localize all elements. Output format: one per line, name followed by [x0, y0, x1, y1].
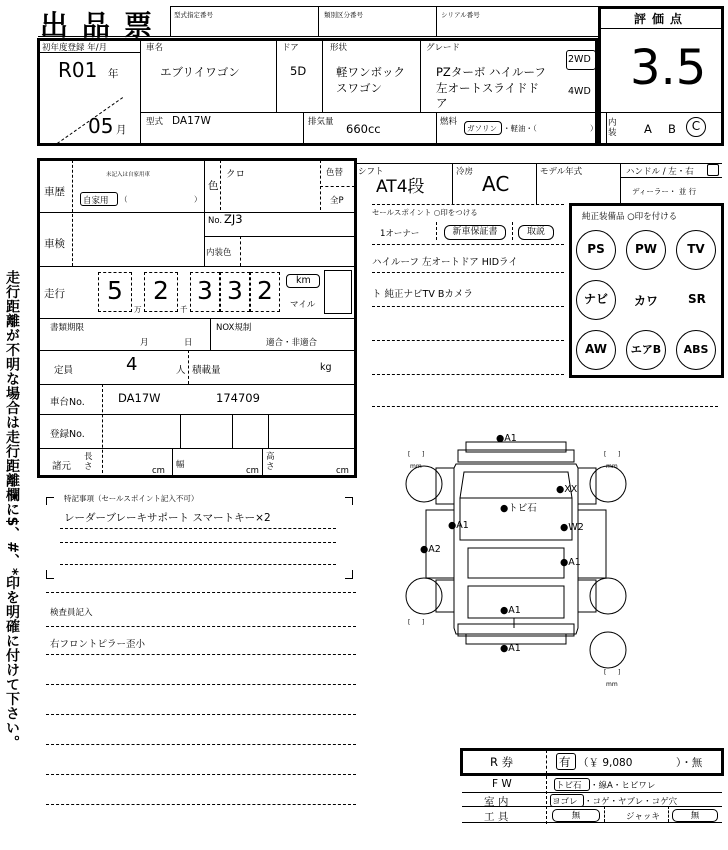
- svg-text:mm: mm: [606, 463, 618, 470]
- equipment-navi: ナビ: [576, 280, 616, 320]
- shift-label: シフト: [358, 167, 384, 177]
- interior-c-circle: [686, 117, 706, 137]
- history-value: 自家用: [83, 196, 109, 206]
- car-name-label: 車名: [146, 43, 164, 53]
- mileage-unit-km: km: [296, 275, 311, 286]
- inspection-label: 車検: [44, 238, 65, 250]
- shift-border: [356, 163, 722, 164]
- documents-day: 日: [184, 338, 193, 348]
- mileage-extra-box: [324, 270, 352, 314]
- interior-color-divider: [240, 236, 241, 266]
- tools-label: 工 具: [484, 811, 509, 823]
- row-line: [39, 448, 355, 449]
- row-line: [39, 212, 355, 213]
- first-reg-label: 初年度登録 年/月: [42, 43, 108, 53]
- shape-line2: スワゴン: [336, 81, 382, 95]
- inspector-dash: [46, 654, 356, 655]
- tools-value-box: [552, 809, 600, 822]
- sales-dash: [372, 244, 564, 245]
- equipment-aw: AW: [576, 330, 616, 370]
- sales-line2: ト 純正ナビTV Bカメラ: [372, 289, 473, 300]
- special-line1: レーダーブレーキサポート スマートキー×2: [64, 512, 271, 524]
- car-diagram-icon: [396, 428, 636, 708]
- fuel-selected: ガソリン: [467, 124, 497, 133]
- sales-warranty: 新車保証書: [452, 227, 498, 237]
- label-divider: [102, 384, 103, 478]
- history-divider: [220, 160, 221, 210]
- sales-manual: 取説: [526, 227, 545, 237]
- sales-one-owner: 1オーナー: [380, 229, 420, 239]
- svg-text:[: [: [604, 669, 607, 676]
- chassis-label: 車台No.: [50, 397, 85, 408]
- first-reg-year: R01: [58, 58, 98, 82]
- car-name: エブリイワゴン: [160, 65, 240, 79]
- interior-a: A: [644, 122, 652, 136]
- sales-line1: ハイルーフ 左オートドア HIDライ: [372, 257, 518, 268]
- inspector-dash: [46, 626, 356, 627]
- mileage-digit: 3: [220, 272, 250, 312]
- mileage-digit: 2: [250, 272, 280, 312]
- nox-label: NOX規制: [216, 323, 252, 333]
- documents-deadline-label: 書類期限: [50, 323, 85, 333]
- reg-divider: [180, 414, 181, 448]
- equipment-leather: カワ: [634, 294, 659, 308]
- vehicle-divider: [140, 40, 141, 144]
- history-divider: [204, 160, 205, 266]
- first-reg-month: 05: [88, 114, 114, 138]
- vehicle-divider: [436, 112, 437, 144]
- damage-left-side: ●A2: [420, 544, 441, 555]
- grade-divider: [606, 112, 607, 144]
- sales-dash: [372, 340, 564, 341]
- row-line: [39, 318, 355, 319]
- drive-2wd: 2WD: [568, 54, 591, 65]
- shape-line1: 軽ワンボック: [336, 65, 405, 79]
- vehicle-divider: [420, 40, 421, 112]
- mileage-unit-mile: マイル: [290, 300, 316, 310]
- equipment-pw: PW: [626, 230, 666, 270]
- history-note: 未記入は自家用車: [106, 172, 151, 178]
- row-line: [39, 266, 355, 267]
- inspector-dash: [46, 592, 356, 593]
- mileage-label: 走行: [44, 288, 65, 300]
- sales-dash: [372, 272, 564, 273]
- header-divider: [436, 6, 437, 36]
- special-bracket: [46, 570, 47, 578]
- sales-dash: [372, 374, 564, 375]
- dealer-parallel: ディーラー・ 並 行: [632, 187, 697, 196]
- sales-divider: [512, 222, 513, 240]
- model-year-label: モデル年式: [540, 167, 583, 177]
- grade-line3: ア: [436, 96, 448, 110]
- row-line: [39, 350, 355, 351]
- month-unit: 月: [116, 124, 127, 136]
- color-no: ZJ3: [224, 212, 243, 226]
- label-divider: [72, 160, 73, 266]
- handle-divider: [620, 177, 722, 178]
- damage-left-front-door: ●A1: [448, 520, 469, 531]
- sales-warranty-pill: [444, 225, 506, 240]
- color-full-paint: 全P: [330, 196, 344, 206]
- damage-right-rear-door: ●A1: [560, 557, 581, 568]
- chassis-number: 174709: [216, 391, 260, 405]
- color: クロ: [226, 169, 246, 180]
- svg-text:]: ]: [618, 669, 621, 676]
- sales-manual-pill: [518, 225, 554, 240]
- header-divider: [318, 6, 319, 36]
- svg-text:[: [: [408, 619, 411, 626]
- damage-hood: ●トビ石: [500, 503, 537, 514]
- color-label: 色: [208, 180, 219, 192]
- history-paren-close: ）: [194, 195, 202, 204]
- mileage-man: 万: [134, 305, 142, 314]
- equipment-abs: ABS: [676, 330, 716, 370]
- reg-divider: [232, 414, 233, 448]
- color-change-divider: [320, 186, 355, 187]
- special-bracket: [352, 497, 353, 505]
- bottom-row-line: [462, 792, 722, 793]
- grade-divider: [600, 28, 722, 29]
- special-bracket: [345, 578, 353, 579]
- interior-cond-label: 室 内: [484, 796, 509, 808]
- color-change-label: 色替: [326, 168, 344, 178]
- displacement-label: 排気量: [308, 117, 334, 127]
- svg-text:mm: mm: [606, 681, 618, 688]
- jack-label: ジャッキ: [626, 812, 660, 822]
- capacity-label: 定員: [54, 365, 74, 376]
- special-bracket: [46, 497, 47, 505]
- drive-4wd: 4WD: [568, 86, 591, 97]
- sales-divider: [436, 222, 437, 240]
- serial-no-label: シリアル番号: [441, 11, 480, 19]
- interior-selected: ヨゴレ: [552, 797, 578, 807]
- handle-label: ハンドル / 左・右: [626, 167, 694, 177]
- interior-color-label: 内装色: [206, 248, 232, 258]
- nox-divider: [210, 318, 211, 350]
- side-note: 走行距離が不明な場合は走行距離欄に$、#、*印を明確に付けて下さい。: [4, 270, 20, 750]
- interior-label: 内装: [608, 118, 617, 138]
- svg-text:[: [: [604, 451, 607, 458]
- recycle-label: R 券: [490, 755, 514, 769]
- row-line: [39, 414, 355, 415]
- dimensions-unit: cm: [152, 466, 165, 476]
- sales-label: セールスポイント ○印をつける: [372, 208, 478, 217]
- color-no-line: [204, 236, 356, 237]
- svg-text:]: ]: [422, 619, 425, 626]
- load-label: 積載量: [192, 365, 221, 376]
- recycle-rest: ）・無: [676, 757, 703, 769]
- form-title: 出品票: [40, 9, 167, 42]
- doors: 5D: [290, 64, 307, 78]
- door-label: ドア: [282, 43, 299, 53]
- documents-month: 月: [140, 338, 149, 348]
- dimensions-width-label: 幅: [176, 460, 185, 470]
- recycle-amount: （￥ 9,080: [578, 757, 633, 769]
- mileage-digit: 3: [190, 272, 220, 312]
- shift-value: AT4段: [376, 177, 425, 197]
- color-no-label: No.: [208, 216, 223, 226]
- inspector-label: 検査員記入: [50, 608, 93, 618]
- inspector-dash: [46, 774, 356, 775]
- shift-divider: [452, 163, 453, 205]
- history-paren-open: （: [120, 195, 128, 204]
- equipment-label: 純正装備品 ○印を付ける: [582, 212, 678, 222]
- vehicle-divider: [276, 40, 277, 112]
- svg-text:]: ]: [422, 451, 425, 458]
- dim-divider: [172, 448, 173, 478]
- special-bracket: [46, 578, 54, 579]
- year-unit: 年: [108, 68, 119, 80]
- reg-divider: [268, 414, 269, 448]
- color-change-divider: [320, 160, 321, 210]
- svg-text:mm: mm: [410, 463, 422, 470]
- sales-dash: [372, 306, 564, 307]
- inspector-dash: [46, 684, 356, 685]
- capacity-unit: 人: [176, 365, 186, 376]
- fw-label: F W: [492, 778, 512, 790]
- grade-score: 3.5: [630, 40, 707, 96]
- inspector-dash: [46, 744, 356, 745]
- fw-selected: トビ石: [556, 781, 582, 791]
- grade-label: グレード: [426, 43, 461, 53]
- inspector-dash: [46, 714, 356, 715]
- fuel-rest: ・軽油・（: [503, 124, 537, 133]
- title-divider: [38, 36, 598, 37]
- vehicle-divider: [322, 40, 323, 112]
- nox-value: 適合・非適合: [266, 338, 318, 348]
- grade-divider: [600, 112, 722, 113]
- equipment-ps: PS: [576, 230, 616, 270]
- shape-label: 形状: [330, 43, 348, 53]
- equipment-tv: TV: [676, 230, 716, 270]
- bottom-divider: [546, 776, 547, 824]
- jack-value: 無: [690, 811, 700, 821]
- svg-text:]: ]: [618, 451, 621, 458]
- special-dash: [60, 542, 336, 543]
- capacity-value: 4: [126, 354, 138, 375]
- special-label: 特記事項（セールスポイント記入不可）: [64, 494, 199, 503]
- tools-divider: [604, 806, 605, 822]
- special-dash: [60, 564, 336, 565]
- displacement: 660cc: [346, 122, 381, 136]
- svg-text:[: [: [408, 451, 411, 458]
- mileage-sen: 千: [180, 305, 188, 314]
- inspector-dash: [46, 804, 356, 805]
- special-bracket: [46, 497, 54, 498]
- model: DA17W: [172, 115, 211, 127]
- history-label: 車歴: [44, 186, 65, 198]
- damage-rear-bumper: ●A1: [500, 643, 521, 654]
- damage-back-door: ●A1: [500, 605, 521, 616]
- ac-label: 冷房: [456, 167, 474, 177]
- ac-value: AC: [482, 172, 510, 196]
- chassis-model: DA17W: [118, 391, 161, 405]
- fuel-close: ）: [590, 124, 598, 133]
- damage-right-front-fender: ●XX: [556, 484, 578, 495]
- dim-divider: [262, 448, 263, 478]
- dimensions-unit: cm: [246, 466, 259, 476]
- fuel-label: 燃料: [440, 117, 458, 127]
- sales-dash: [372, 204, 564, 205]
- equipment-airbag: エアB: [626, 330, 666, 370]
- grade-score-label: 評価点: [634, 12, 689, 26]
- interior-c: C: [691, 119, 701, 133]
- model-type-no-label: 型式指定番号: [174, 11, 213, 19]
- capacity-divider: [188, 350, 189, 384]
- handle-selected-circle: [707, 164, 719, 176]
- recycle-has: 有: [559, 755, 571, 769]
- category-no-label: 類別区分番号: [324, 11, 363, 19]
- fw-rest: ・線A・ヒビワレ: [590, 781, 656, 791]
- sales-dash: [372, 406, 718, 407]
- mileage-digit: 5: [98, 272, 132, 312]
- special-bracket: [352, 570, 353, 578]
- model-label: 型式: [146, 117, 164, 127]
- interior-rest: ・コゲ・ヤブレ・コゲ穴: [584, 797, 678, 807]
- dimensions-length-label: 長さ: [84, 452, 93, 472]
- special-dash: [60, 528, 336, 529]
- registration-label: 登録No.: [50, 429, 85, 440]
- vehicle-divider: [140, 112, 596, 113]
- interior-b: B: [668, 122, 676, 136]
- dimensions-unit: cm: [336, 466, 349, 476]
- damage-right-front-door: ●W2: [560, 522, 584, 533]
- dimensions-label: 諸元: [52, 461, 72, 472]
- tools-divider: [668, 806, 669, 822]
- header-divider: [170, 6, 171, 36]
- vehicle-divider: [303, 112, 304, 144]
- grade-line1: PZターボ ハイルーフ: [436, 65, 546, 79]
- inspector-line1: 右フロントピラー歪小: [50, 639, 146, 650]
- equipment-sr: SR: [688, 292, 706, 306]
- grade-line2: 左オートスライドド: [436, 81, 540, 95]
- header-divider: [170, 6, 598, 7]
- recycle-divider: [546, 750, 547, 774]
- mileage-digit: 2: [144, 272, 178, 312]
- load-unit: kg: [320, 362, 332, 373]
- row-line: [39, 384, 355, 385]
- shift-divider: [536, 163, 537, 205]
- damage-front: ●A1: [496, 433, 517, 444]
- jack-value-box: [672, 809, 718, 822]
- shift-divider: [620, 163, 621, 205]
- dimensions-height-label: 高さ: [266, 452, 275, 472]
- tools-value: 無: [571, 811, 581, 821]
